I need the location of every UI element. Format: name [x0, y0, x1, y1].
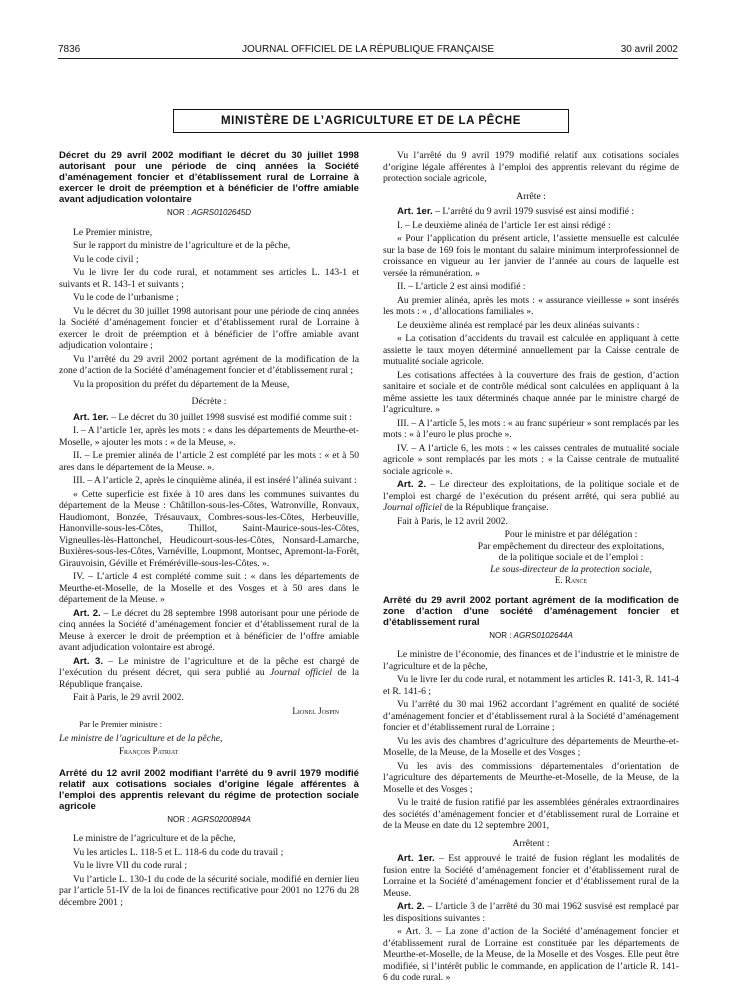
decree-title: Décret du 29 avril 2002 modifiant le décret du 30 juillet 1998 autorisant pour une période de cinq années la Société d’aménagement foncier et d’établissement rural de Lorraine à exercer le droit de préemption et à bénéficier de l’offre amiable avant adjudication volontaire — [59, 150, 359, 205]
arrete2-article-3-quote: « Art. 3. – La zone d’action de la Société d’aménagement foncier et d’établissement rural de Lorraine est constituée par les départements de Meurthe-et-Moselle, de la Meuse, de la Moselle et des Vosges. Elle peut être modifiée, si l’intérêt public le commande, en application de l’article R. 141-6 du code rural. » — [383, 926, 679, 983]
decree-fait: Fait à Paris, le 29 avril 2002. — [73, 692, 184, 703]
preamble-line: Vu le livre Ier du code rural, et notamment les articles R. 141-3, R. 141-4 et R. 141-6 ; — [383, 674, 679, 697]
signature-patriat: François Patriat — [119, 746, 179, 756]
preamble-line: Le ministre de l’agriculture et de la pêche, — [73, 833, 236, 844]
preamble-line: Vu l’article L. 130-1 du code de la sécurité sociale, modifié en dernier lieu par l’article 51-IV de la loi de finances rectificative pour 2001 no 1276 du 28 décembre 2001 ; — [59, 873, 359, 908]
decree-article-1: Art. 1er. – Le décret du 30 juillet 1998 susvisé est modifié comme suit : — [73, 411, 352, 423]
preamble-line: Vu le livre VII du code rural ; — [73, 860, 188, 871]
article-paragraph: IV. – L’article 4 est complété comme suit : « dans les départements de Meurthe-et-Moselle, de la Moselle et des Vosges et à 50 ares dans le département de la Meuse. » — [59, 571, 359, 605]
article-paragraph: II. – Le premier alinéa de l’article 2 est complété par les mots : « et à 50 ares dans le département de la Meuse. ». — [59, 450, 359, 473]
preamble-line: Vu le décret du 30 juillet 1998 autorisant pour une période de cinq années la Société d’aménagement foncier et d’établissement rural de Lorraine à exercer le droit de préemption et à bénéficier de l’offre amiable avant adjudication volontaire ; — [59, 305, 359, 351]
decree-article-3: Art. 3. – Le ministre de l’agriculture et de la pêche est chargé de l’exécution du présent décret, qui sera publié au Journal officiel de la République française. — [59, 655, 359, 690]
signature-line: Par empêchement du directeur des exploitations, — [477, 540, 665, 552]
right-column — [383, 150, 679, 986]
preamble-line: Vu le livre Ier du code rural, et notamment ses articles L. 143-1 et suivants et R. 143-1 et suivants ; — [59, 267, 359, 290]
signature-jospin: Lionel Jospin — [292, 705, 339, 716]
ministre-title: Le ministre de l’agriculture et de la pêche, — [59, 732, 223, 744]
decree-article-2: Art. 2. – Le décret du 28 septembre 1998 autorisant pour une période de cinq années la Société d’aménagement foncier et d’établissement rural de la Meuse à exercer le droit de préemption et à bénéficier de l’offre amiable avant adjudication volontaire est abrogé. — [59, 607, 359, 653]
left-column — [59, 150, 359, 910]
preamble-line: Vu le code de l’urbanisme ; — [73, 292, 179, 303]
preamble-line: Vu les articles L. 118-5 et L. 118-6 du code du travail ; — [73, 846, 284, 858]
par-premier-ministre: Par le Premier ministre : — [79, 719, 163, 729]
arrete-article-1: Art. 1er. – L’arrêté du 9 avril 1979 susvisé est ainsi modifié : — [397, 206, 635, 217]
arrete-article-2: Art. 2. – Le directeur des exploitations, de la politique sociale et de l’emploi est chargé de l’exécution du présent arrêté, qui sera publié au Journal officiel de la République française. — [383, 479, 679, 513]
arretent-label: Arrêtent : — [512, 837, 550, 849]
article-paragraph: Les cotisations affectées à la couverture des frais de gestion, d’action sanitaire et sociale et de contrôle médical sont calculées en appliquant à la même assiette les taux déterminés chaque année par le ministre chargé de l’agriculture. » — [383, 369, 679, 415]
article-paragraph: III. – A l’article 5, les mots : « au franc supérieur » sont remplacés par les mots : « à l’euro le plus proche ». — [383, 417, 679, 440]
article-paragraph: III. – A l’article 2, après le cinquième alinéa, il est inséré l’alinéa suivant : — [73, 475, 357, 486]
article-paragraph: « La cotisation d’accidents du travail est calculée en appliquant à cette assiette le taux moyen déterminé annuellement par la Caisse centrale de mutualité sociale agricole. — [383, 333, 679, 367]
arrete2-nor: NOR : AGRS0102644A — [489, 630, 573, 640]
arrete2-title: Arrêté du 29 avril 2002 portant agrément de la modification de zone d’action d’une société d’aménagement foncier et d’établissement rural — [383, 594, 679, 628]
preamble-line: Vu l’arrêté du 29 avril 2002 portant agrément de la modification de la zone d’action de la Société d’aménagement foncier et d’établissement rural ; — [59, 353, 359, 376]
issue-date: 30 avril 2002 — [620, 44, 678, 55]
arrete2-article-1: Art. 1er. – Est approuvé le traité de fusion réglant les modalités de fusion entre la Société d’aménagement foncier et d’établissement rural de Lorraine et la Société d’aménagement foncier et d’établissement rural de la Meuse. — [383, 853, 679, 899]
signature-title: Le sous-directeur de la protection sociale, — [490, 563, 652, 575]
article-paragraph: Le deuxième alinéa est remplacé par les deux alinéas suivants : — [397, 319, 640, 331]
page-header — [58, 44, 678, 58]
preamble-line: Vu l’arrêté du 30 mai 1962 accordant l’agrément en qualité de société d’aménagement foncier et d’établissement rural à la Société d’aménagement foncier et d’établissement rural de Lorraine ; — [383, 699, 679, 733]
arrete-title: Arrêté du 12 avril 2002 modifiant l’arrêté du 9 avril 1979 modifié relatif aux cotisations sociales d’origine légale afférentes à l’emploi des apprentis relevant du régime de protection sociale agricole — [59, 767, 359, 812]
preamble-line: Vu les avis des commissions départementales d’orientation de l’agriculture des départements de Meurthe-et-Moselle, de la Meuse, de la Moselle et des Vosges ; — [383, 760, 679, 795]
article-paragraph: Au premier alinéa, après les mots : « assurance vieillesse » sont insérés les mots : « , d’allocations familiales ». — [383, 294, 679, 317]
preamble-line: Vu la proposition du préfet du département de la Meuse, — [73, 378, 290, 390]
signature-line: de la politique sociale et de l’emploi : — [498, 552, 644, 563]
preamble-line: Sur le rapport du ministre de l’agriculture et de la pêche, — [73, 240, 291, 251]
page-number: 7836 — [58, 44, 81, 55]
preamble-line: Vu les avis des chambres d’agriculture des départements de Meurthe-et-Moselle, de la Meuse, de la Moselle et des Vosges ; — [383, 735, 679, 758]
article-paragraph: « Pour l’application du présent article, l’assiette mensuelle est calculée sur la base de 169 fois le montant du salaire minimum interprofessionnel de croissance en vigueur au 1er janvier de l’année au cours de laquelle est versée la rémunération. » — [383, 233, 679, 279]
arrete-label: Arrête : — [516, 190, 546, 202]
preamble-line: Vu le code civil ; — [73, 253, 139, 265]
article-paragraph: IV. – A l’article 6, les mots : « les caisses centrales de mutualité sociale agricole » sont remplacés par les mots : « la Caisse centrale de mutualité sociale agricole ». — [383, 442, 679, 477]
arrete-nor: NOR : AGRS0200894A — [167, 814, 251, 824]
article-paragraph: I. – Le deuxième alinéa de l’article 1er est ainsi rédigé : — [397, 219, 611, 231]
arrete-fait: Fait à Paris, le 12 avril 2002. — [397, 515, 508, 527]
arrete-preamble-cont: Vu l’arrêté du 9 avril 1979 modifié relatif aux cotisations sociales d’origine légale afférentes à l’emploi des apprentis relevant du régime de protection sociale agricole, — [383, 150, 679, 184]
preamble-line: Vu le traité de fusion ratifié par les assemblées générales extraordinaires des sociétés d’aménagement foncier et d’établissement rural de Lorraine et de la Meuse en date du 12 septembre 2001, — [383, 797, 679, 831]
signature-rance: E. Rance — [554, 575, 588, 585]
header-rule — [58, 58, 678, 59]
article-paragraph: « Cette superficie est fixée à 10 ares dans les communes suivantes du département de la Meuse : Châtillon-sous-les-Côtes, Watronville, Ronvaux, Haudiomont, Bonzée, Trésauvaux, Combres-sous-les-Côtes, Herbeuville, Hanonville-sous-les-Côtes, Thillot, Saint-Maurice-sous-les-Côtes, Vigneulles-lès-Hattonchel, Heudicourt-sous-les-Côtes, Nonsard-Lamarche, Buxières-sous-les-Côtes, Varnéville, Loupmont, Montsec, Apremont-la-Forêt, Girauvoisin, Géville et Fréméréville-sous-les-Côtes. ». — [59, 488, 359, 569]
ministry-heading: MINISTÈRE DE L’AGRICULTURE ET DE LA PÊCHE — [173, 109, 569, 133]
signature-line: Pour le ministre et par délégation : — [504, 529, 638, 540]
arrete-signature-block — [463, 529, 679, 587]
decree-preamble — [59, 227, 359, 391]
journal-title: JOURNAL OFFICIEL DE LA RÉPUBLIQUE FRANÇAISE — [241, 44, 495, 55]
preamble-line: Le Premier ministre, — [73, 226, 153, 238]
preamble-line: Le ministre de l’économie, des finances et de l’industrie et le ministre de l’agriculture et de la pêche, — [383, 649, 679, 672]
arrete2-article-2: Art. 2. – L’article 3 de l’arrêté du 30 mai 1962 susvisé est remplacé par les dispositions suivantes : — [383, 901, 679, 924]
decrete-label: Décrète : — [191, 396, 227, 407]
decree-nor: NOR : AGRS0102645D — [166, 208, 252, 217]
article-paragraph: II. – L’article 2 est ainsi modifié : — [397, 281, 526, 292]
article-paragraph: I. – A l’article 1er, après les mots : « dans les départements de Meurthe-et-Moselle, » ajouter les mots : « de la Meuse, ». — [59, 425, 359, 448]
